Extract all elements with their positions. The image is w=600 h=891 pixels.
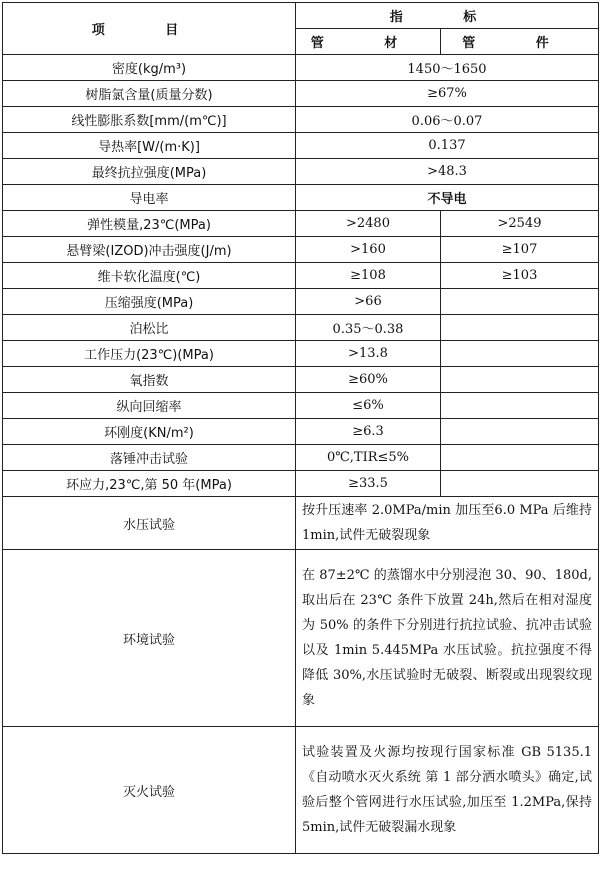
row-pipe-value: >13.8 (296, 341, 441, 367)
row-pipe-value: >2480 (296, 211, 441, 237)
table-row (3, 211, 599, 237)
row-value: ≥67% (296, 81, 599, 107)
table-row (3, 445, 599, 471)
row-pipe-value: 0℃,TIR≤5% (296, 445, 441, 471)
row-fitting-value: ≥103 (441, 263, 599, 289)
table-row-long (3, 727, 599, 854)
row-fitting-value (441, 419, 599, 445)
table-row-long (3, 497, 599, 550)
row-item: 线性膨胀系数[mm/(m℃)] (3, 107, 296, 133)
table-row (3, 419, 599, 445)
row-item: 弹性模量,23℃(MPa) (3, 211, 296, 237)
row-fitting-value: >2549 (441, 211, 599, 237)
table-row (3, 393, 599, 419)
table-row (3, 341, 599, 367)
table-row (3, 237, 599, 263)
header-index: 指 标 (296, 3, 599, 29)
header-fitting: 管 件 (441, 29, 599, 55)
row-fitting-value (441, 315, 599, 341)
row-description: 在 87±2℃ 的蒸馏水中分别浸泡 30、90、180d,取出后在 23℃ 条件下放置 24h,然后在相对湿度为 50% 的条件下分别进行抗拉试验、抗冲击试验以及 1min 5.445MPa 水压试验。抗拉强度不得降低 30%,水压试验时无破裂、断裂或出现裂纹现象 (296, 550, 599, 727)
row-item: 最终抗拉强度(MPa) (3, 159, 296, 185)
row-value: 0.06～0.07 (296, 107, 599, 133)
row-fitting-value (441, 445, 599, 471)
header-pipe: 管 材 (296, 29, 441, 55)
row-item: 环境试验 (3, 550, 296, 727)
row-item: 环刚度(KN/m²) (3, 419, 296, 445)
row-item: 导电率 (3, 185, 296, 211)
row-item: 密度(kg/m³) (3, 55, 296, 81)
table-row (3, 133, 599, 159)
table-row (3, 107, 599, 133)
row-pipe-value: ≤6% (296, 393, 441, 419)
row-fitting-value (441, 341, 599, 367)
row-item: 水压试验 (3, 497, 296, 550)
row-pipe-value: ≥6.3 (296, 419, 441, 445)
row-description: 按升压速率 2.0MPa/min 加压至6.0 MPa 后维持 1min,试件无破裂现象 (296, 497, 599, 550)
table-row (3, 315, 599, 341)
header-item: 项 目 (3, 3, 296, 55)
row-item: 悬臂梁(IZOD)冲击强度(J/m) (3, 237, 296, 263)
row-fitting-value (441, 367, 599, 393)
table-row (3, 81, 599, 107)
table-row-long (3, 550, 599, 727)
row-item: 工作压力(23℃)(MPa) (3, 341, 296, 367)
table-row (3, 263, 599, 289)
table-row (3, 289, 599, 315)
row-pipe-value: >160 (296, 237, 441, 263)
row-fitting-value: ≥107 (441, 237, 599, 263)
row-item: 氧指数 (3, 367, 296, 393)
row-item: 落锤冲击试验 (3, 445, 296, 471)
row-item: 环应力,23℃,第 50 年(MPa) (3, 471, 296, 497)
header-row-1 (3, 3, 599, 29)
row-item: 纵向回缩率 (3, 393, 296, 419)
row-pipe-value: ≥33.5 (296, 471, 441, 497)
table-row (3, 55, 599, 81)
row-value: 1450～1650 (296, 55, 599, 81)
row-item: 压缩强度(MPa) (3, 289, 296, 315)
row-fitting-value (441, 393, 599, 419)
row-pipe-value: ≥60% (296, 367, 441, 393)
row-item: 树脂氯含量(质量分数) (3, 81, 296, 107)
row-item: 维卡软化温度(℃) (3, 263, 296, 289)
table-row (3, 159, 599, 185)
row-description: 试验装置及火源均按现行国家标准 GB 5135.1《自动喷水灭火系统 第 1 部分洒水喷头》确定,试验后整个管网进行水压试验,加压至 1.2MPa,保持 5min,试件无破裂漏水现象 (296, 727, 599, 854)
table-row (3, 185, 599, 211)
table-row (3, 367, 599, 393)
row-pipe-value: ≥108 (296, 263, 441, 289)
row-fitting-value (441, 289, 599, 315)
row-value: >48.3 (296, 159, 599, 185)
row-value: 0.137 (296, 133, 599, 159)
row-value: 不导电 (296, 185, 599, 211)
row-pipe-value: >66 (296, 289, 441, 315)
row-pipe-value: 0.35～0.38 (296, 315, 441, 341)
row-item: 泊松比 (3, 315, 296, 341)
row-item: 灭火试验 (3, 727, 296, 854)
row-fitting-value (441, 471, 599, 497)
row-item: 导热率[W/(m·K)] (3, 133, 296, 159)
spec-table (2, 2, 599, 854)
table-row (3, 471, 599, 497)
